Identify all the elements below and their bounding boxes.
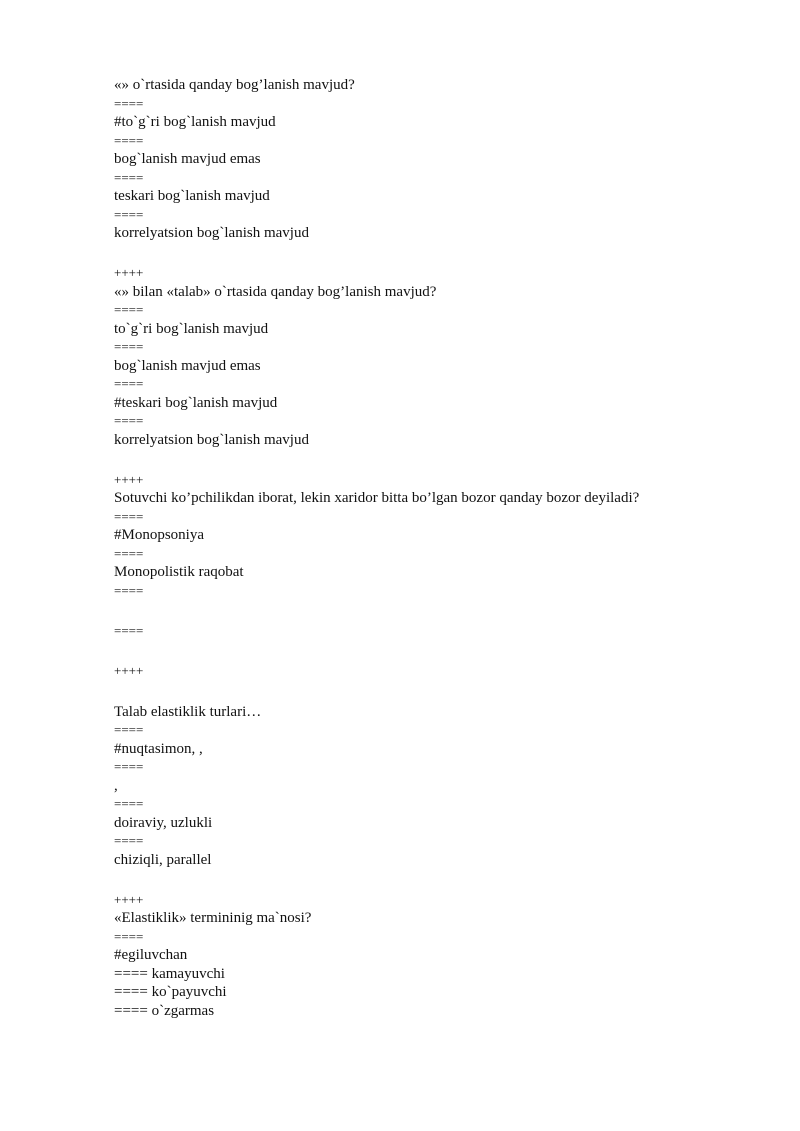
separator: ==== — [114, 95, 144, 111]
separator: ==== — [114, 928, 144, 944]
answer-option: bog`lanish mavjud emas — [114, 151, 261, 167]
spacer — [114, 243, 760, 265]
separator: ==== — [114, 796, 144, 811]
answer-option: Monopolistik raqobat — [114, 564, 244, 580]
question-text: «Elastiklik» termininig ma`nosi? — [114, 910, 312, 926]
answer-option: korrelyatsion bog`lanish mavjud — [114, 225, 309, 241]
answer-option: to`g`ri bog`lanish mavjud — [114, 320, 269, 337]
spacer — [114, 600, 760, 622]
question-divider: ++++ — [114, 891, 144, 907]
separator: ==== — [114, 722, 144, 737]
separator: ==== — [114, 169, 144, 185]
answer-option: #to`g`ri bog`lanish mavjud — [114, 114, 276, 130]
separator: ==== — [114, 545, 144, 561]
answer-option: chiziqli, parallel — [114, 851, 212, 868]
separator: ==== — [114, 582, 144, 598]
document-page — [114, 76, 760, 1020]
answer-option: , — [114, 777, 118, 794]
question-divider: ++++ — [114, 471, 144, 487]
spacer — [114, 680, 760, 703]
answer-option: #nuqtasimon, , — [114, 740, 203, 757]
separator: ==== — [114, 622, 144, 638]
answer-option: ==== ko`payuvchi — [114, 984, 227, 1000]
separator: ==== — [114, 508, 144, 524]
separator: ==== — [114, 413, 144, 428]
question-divider: ++++ — [114, 662, 144, 678]
question-text: Talab elastiklik turlari… — [114, 703, 262, 720]
answer-option: #Monopsoniya — [114, 527, 204, 543]
answer-option: doiraviy, uzlukli — [114, 814, 213, 831]
separator: ==== — [114, 132, 144, 148]
question-text: «» o`rtasida qanday bog’lanish mavjud? — [114, 77, 355, 93]
separator: ==== — [114, 339, 144, 354]
separator: ==== — [114, 833, 144, 848]
question-text: Sotuvchi ko’pchilikdan iborat, lekin xaridor bitta bo’lgan bozor qanday bozor deyiladi? — [114, 490, 640, 506]
answer-option: ==== kamayuvchi — [114, 965, 225, 982]
answer-option: #teskari bog`lanish mavjud — [114, 394, 278, 411]
separator: ==== — [114, 206, 144, 222]
spacer — [114, 640, 760, 662]
spacer — [114, 449, 760, 471]
answer-option: #egiluvchan — [114, 947, 188, 963]
answer-option: teskari bog`lanish mavjud — [114, 188, 270, 204]
answer-option: ==== o`zgarmas — [114, 1002, 215, 1019]
separator: ==== — [114, 302, 144, 317]
question-divider: ++++ — [114, 265, 144, 280]
separator: ==== — [114, 376, 144, 391]
question-text: «» bilan «talab» o`rtasida qanday bog’lanish mavjud? — [114, 283, 437, 300]
answer-option: bog`lanish mavjud emas — [114, 357, 261, 374]
spacer — [114, 869, 760, 891]
separator: ==== — [114, 759, 144, 774]
answer-option: korrelyatsion bog`lanish mavjud — [114, 431, 309, 448]
